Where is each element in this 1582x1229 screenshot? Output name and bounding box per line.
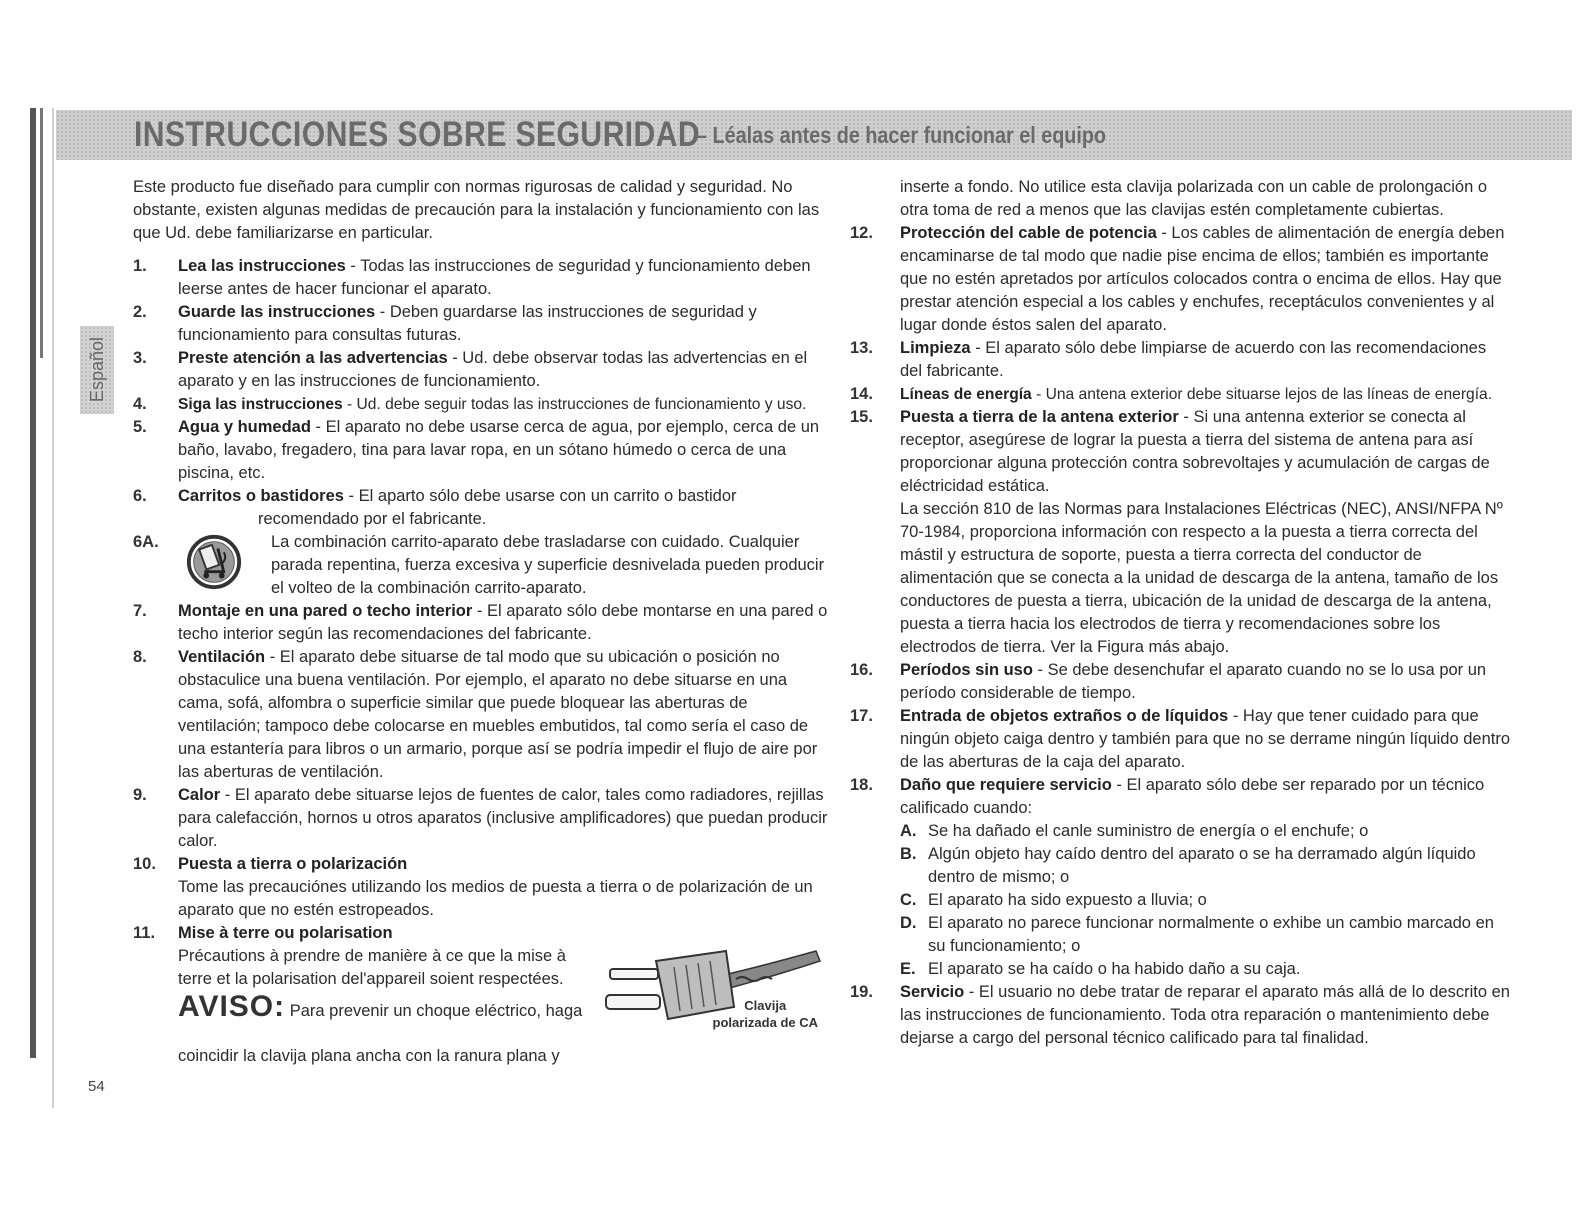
item-text: - Si una antenna exterior se conecta al receptor, asegúrese de lograr la puesta a tierra del sistema de antena para así proporcionar alguna protección contra sobrevoltajes y acumulación de cargas de eléctricidad estática. [900, 408, 1490, 495]
plug-caption-line-2: polarizada de CA [712, 1015, 818, 1030]
item-text: - El aparato sólo debe limpiarse de acuerdo con las recomendaciones del fabricante. [900, 339, 1487, 380]
aviso-continuation: coincidir la clavija plana ancha con la ranura plana y [178, 1047, 560, 1065]
list-item [133, 347, 833, 393]
list-item [133, 853, 833, 922]
list-item [133, 301, 833, 347]
list-item [850, 705, 1510, 774]
list-item [133, 255, 833, 301]
item-number: 10. [133, 855, 156, 873]
item-heading: Agua y humedad [178, 418, 311, 436]
plug-section [178, 945, 833, 1045]
polarized-plug-figure [596, 945, 826, 1045]
sub-item-letter: E. [900, 960, 916, 978]
header-band [56, 110, 1572, 160]
item-heading: Calor [178, 786, 221, 804]
sub-item-letter: C. [900, 891, 917, 909]
item-number: 2. [133, 303, 147, 321]
language-tab [80, 326, 114, 414]
list-item [850, 337, 1510, 383]
item-number: 17. [850, 707, 873, 725]
item-text: - El aparato debe situarse lejos de fuentes de calor, tales como radiadores, rejillas para calefacción, hornos u otros aparatos (inclusive amplificadores) que puedan producir calor. [178, 786, 828, 850]
page-subtitle: – Léalas antes de hacer funcionar el equipo [696, 121, 1107, 148]
plug-caption-line-1: Clavija [744, 998, 787, 1013]
item-text: Tome las precauciónes utilizando los medios de puesta a tierra o de polarización de un aparato que no estén estropeados. [178, 878, 813, 919]
item-heading: Entrada de objetos extraños o de líquidos [900, 707, 1229, 725]
language-tab-label: Español [86, 337, 107, 403]
item-text: - El aparato no debe usarse cerca de agua, por ejemplo, cerca de un baño, lavabo, fregadero, tina para lavar ropa, en un sótano húmedo o cerca de una piscina, etc. [178, 418, 820, 482]
list-item [850, 406, 1510, 498]
item-heading: Siga las instrucciones [178, 396, 343, 413]
list-item [133, 416, 833, 485]
item-heading: Protección del cable de potencia [900, 224, 1157, 242]
sub-item [900, 820, 1510, 843]
item-number: 4. [133, 395, 147, 413]
item-heading: Períodos sin uso [900, 661, 1033, 679]
item-text: - El aparto sólo debe usarse con un carrito o bastidor [343, 487, 737, 505]
binding-edge [30, 108, 36, 1058]
intro-paragraph: Este producto fue diseñado para cumplir con normas rigurosas de calidad y seguridad. No obstante, existen algunas medidas de precaución para la instalación y funcionamiento con las que Ud. debe familiarizarse en particular. [133, 178, 820, 242]
page-title: INSTRUCCIONES SOBRE SEGURIDAD [134, 115, 701, 154]
item-text: - Ud. debe observar todas las advertencias en el aparato y en las instrucciones de funcionamiento. [178, 349, 808, 390]
list-item [133, 485, 833, 508]
list-item [850, 774, 1510, 981]
item-heading: Daño que requiere servicio [900, 776, 1112, 794]
item-number: 9. [133, 786, 147, 804]
sub-item-text: El aparato se ha caído o ha habido daño a su caja. [928, 960, 1301, 978]
item-heading: Líneas de energía [900, 386, 1032, 403]
page-number: 54 [88, 1078, 105, 1095]
item-heading: Guarde las instrucciones [178, 303, 376, 321]
item-number: 6. [133, 487, 147, 505]
item-text: - El aparato debe situarse de tal modo que su ubicación o posición no obstaculice una buena ventilación. Por ejemplo, el aparato no debe situarse en una cama, sofá, alfombra o superficie similar que puede bloquear las aberturas de ventilación; tampoco debe colocarse en muebles embutidos, tal como sería el caso de una estantería para libros o un armario, porque así se podría impedir el flujo de aire por las aberturas de ventilación. [178, 648, 818, 781]
right-intro-paragraph: inserte a fondo. No utilice esta clavija polarizada con un cable de prolongación o otra toma de red a menos que las clavijas estén completamente cubiertas. [900, 178, 1488, 219]
item-heading: Carritos o bastidores [178, 487, 344, 505]
item-number: 11. [133, 924, 156, 942]
item-text: - Se debe desenchufar el aparato cuando no se lo usa por un período considerable de tiempo. [900, 661, 1487, 702]
list-item-6a [133, 531, 833, 600]
item-15-paragraph-2: La sección 810 de las Normas para Instalaciones Eléctricas (NEC), ANSI/NFPA Nº 70-1984, proporciona información con respecto a la puesta a tierra correcta del mástil y estructura de soporte, puesta a tierra correcta del conductor de alimentación que se conecta a la unidad de descarga de la antena, tamaño de los conductores de puesta a tierra, ubicación de la unidad de descarga de la antena, puesta a tierra hacia los electrodos de tierra y recomendaciones sobre los electrodos de tierra. Ver la Figura más abajo. [900, 500, 1503, 656]
binding-edge-shadow [52, 108, 54, 1108]
item-text: - El aparato sólo debe ser reparado por un técnico calificado cuando: [900, 776, 1485, 817]
item-heading: Ventilación [178, 648, 266, 666]
plug-caption [713, 997, 818, 1031]
aviso-label: AVISO: [178, 990, 286, 1023]
item-number: 18. [850, 776, 873, 794]
item-number: 1. [133, 257, 147, 275]
left-column [133, 176, 833, 1068]
item-number: 15. [850, 408, 873, 426]
item-heading: Montaje en una pared o techo interior [178, 602, 473, 620]
sub-item-letter: B. [900, 845, 917, 863]
list-item [133, 784, 833, 853]
sub-item-text: El aparato no parece funcionar normalmente o exhibe un cambio marcado en su funcionamiento; o [928, 914, 1494, 955]
item-number: 12. [850, 224, 873, 242]
item-text: La combinación carrito-aparato debe trasladarse con cuidado. Cualquier parada repentina, fuerza excesiva y superficie desnivelada pueden producir el volteo de la combinación carrito-aparato. [271, 533, 825, 597]
item-text: Précautions à prendre de manière à ce que la mise à terre et la polarisation del'appareil soient respectées. [178, 947, 566, 988]
list-item [133, 600, 833, 646]
item-text: - Ud. debe seguir todas las instrucciones de funcionamiento y uso. [342, 396, 807, 413]
right-column [850, 176, 1510, 1050]
item-text: - El usuario no debe tratar de reparar el aparato más allá de lo descrito en las instrucciones de funcionamiento. Toda otra reparación o mantenimiento debe dejarse a cargo del personal técnico calificado para tal finalidad. [900, 983, 1510, 1047]
item-number: 8. [133, 648, 147, 666]
item-text: - El aparato sólo debe montarse en una pared o techo interior según las recomendaciones del fabricante. [178, 602, 828, 643]
item-heading: Puesta a tierra de la antena exterior [900, 408, 1179, 426]
list-item [850, 659, 1510, 705]
sub-item-text: El aparato ha sido expuesto a lluvia; o [928, 891, 1207, 909]
item-number: 19. [850, 983, 873, 1001]
item-number: 5. [133, 418, 147, 436]
item-text: - Una antena exterior debe situarse lejos de las líneas de energía. [1031, 386, 1493, 403]
aviso-text: Para prevenir un choque eléctrico, haga [285, 1002, 583, 1020]
list-item [850, 981, 1510, 1050]
sub-item [900, 958, 1510, 981]
item-heading: Servicio [900, 983, 965, 1001]
item-heading: Mise à terre ou polarisation [178, 924, 393, 942]
item-text: - Hay que tener cuidado para que ningún objeto caiga dentro y también para que no se derrame ningún líquido dentro de las aberturas de la caja del aparato. [900, 707, 1511, 771]
item-heading: Puesta a tierra o polarización [178, 855, 408, 873]
item-text: - Todas las instrucciones de seguridad y funcionamiento deben leerse antes de hacer funcionar el aparato. [178, 257, 811, 298]
item-text: - Los cables de alimentación de energía deben encaminarse de tal modo que nadie pise encima de ellos; también es importante que no estén apretados por artículos colocados contra o encima de ellos. Hay que prestar atención especial a los cables y enchufes, receptáculos convenientes y al lugar donde éstos salen del aparato. [900, 224, 1505, 334]
sub-item [900, 843, 1510, 889]
sub-item-text: Algún objeto hay caído dentro del aparato o se ha derramado algún líquido dentro de mismo; o [928, 845, 1476, 886]
item-number: 13. [850, 339, 873, 357]
item-number: 6A. [133, 533, 159, 551]
list-item [850, 383, 1510, 406]
sub-item [900, 889, 1510, 912]
list-item [133, 922, 833, 1068]
sub-item [900, 912, 1510, 958]
sub-item-text: Se ha dañado el canle suministro de energía o el enchufe; o [928, 822, 1369, 840]
list-item [133, 646, 833, 784]
sub-item-letter: A. [900, 822, 917, 840]
item-number: 3. [133, 349, 147, 367]
item-6-continuation: recomendado por el fabricante. [258, 510, 487, 528]
item-heading: Lea las instrucciones [178, 257, 346, 275]
list-item [850, 222, 1510, 337]
sub-item-letter: D. [900, 914, 917, 932]
item-number: 14. [850, 385, 873, 403]
item-text: - Deben guardarse las instrucciones de seguridad y funcionamiento para consultas futuras. [178, 303, 757, 344]
item-heading: Preste atención a las advertencias [178, 349, 448, 367]
item-heading: Limpieza [900, 339, 971, 357]
binding-edge-inner [40, 108, 43, 358]
cart-warning-icon [185, 533, 243, 591]
list-item [133, 393, 833, 416]
item-number: 16. [850, 661, 873, 679]
item-number: 7. [133, 602, 147, 620]
